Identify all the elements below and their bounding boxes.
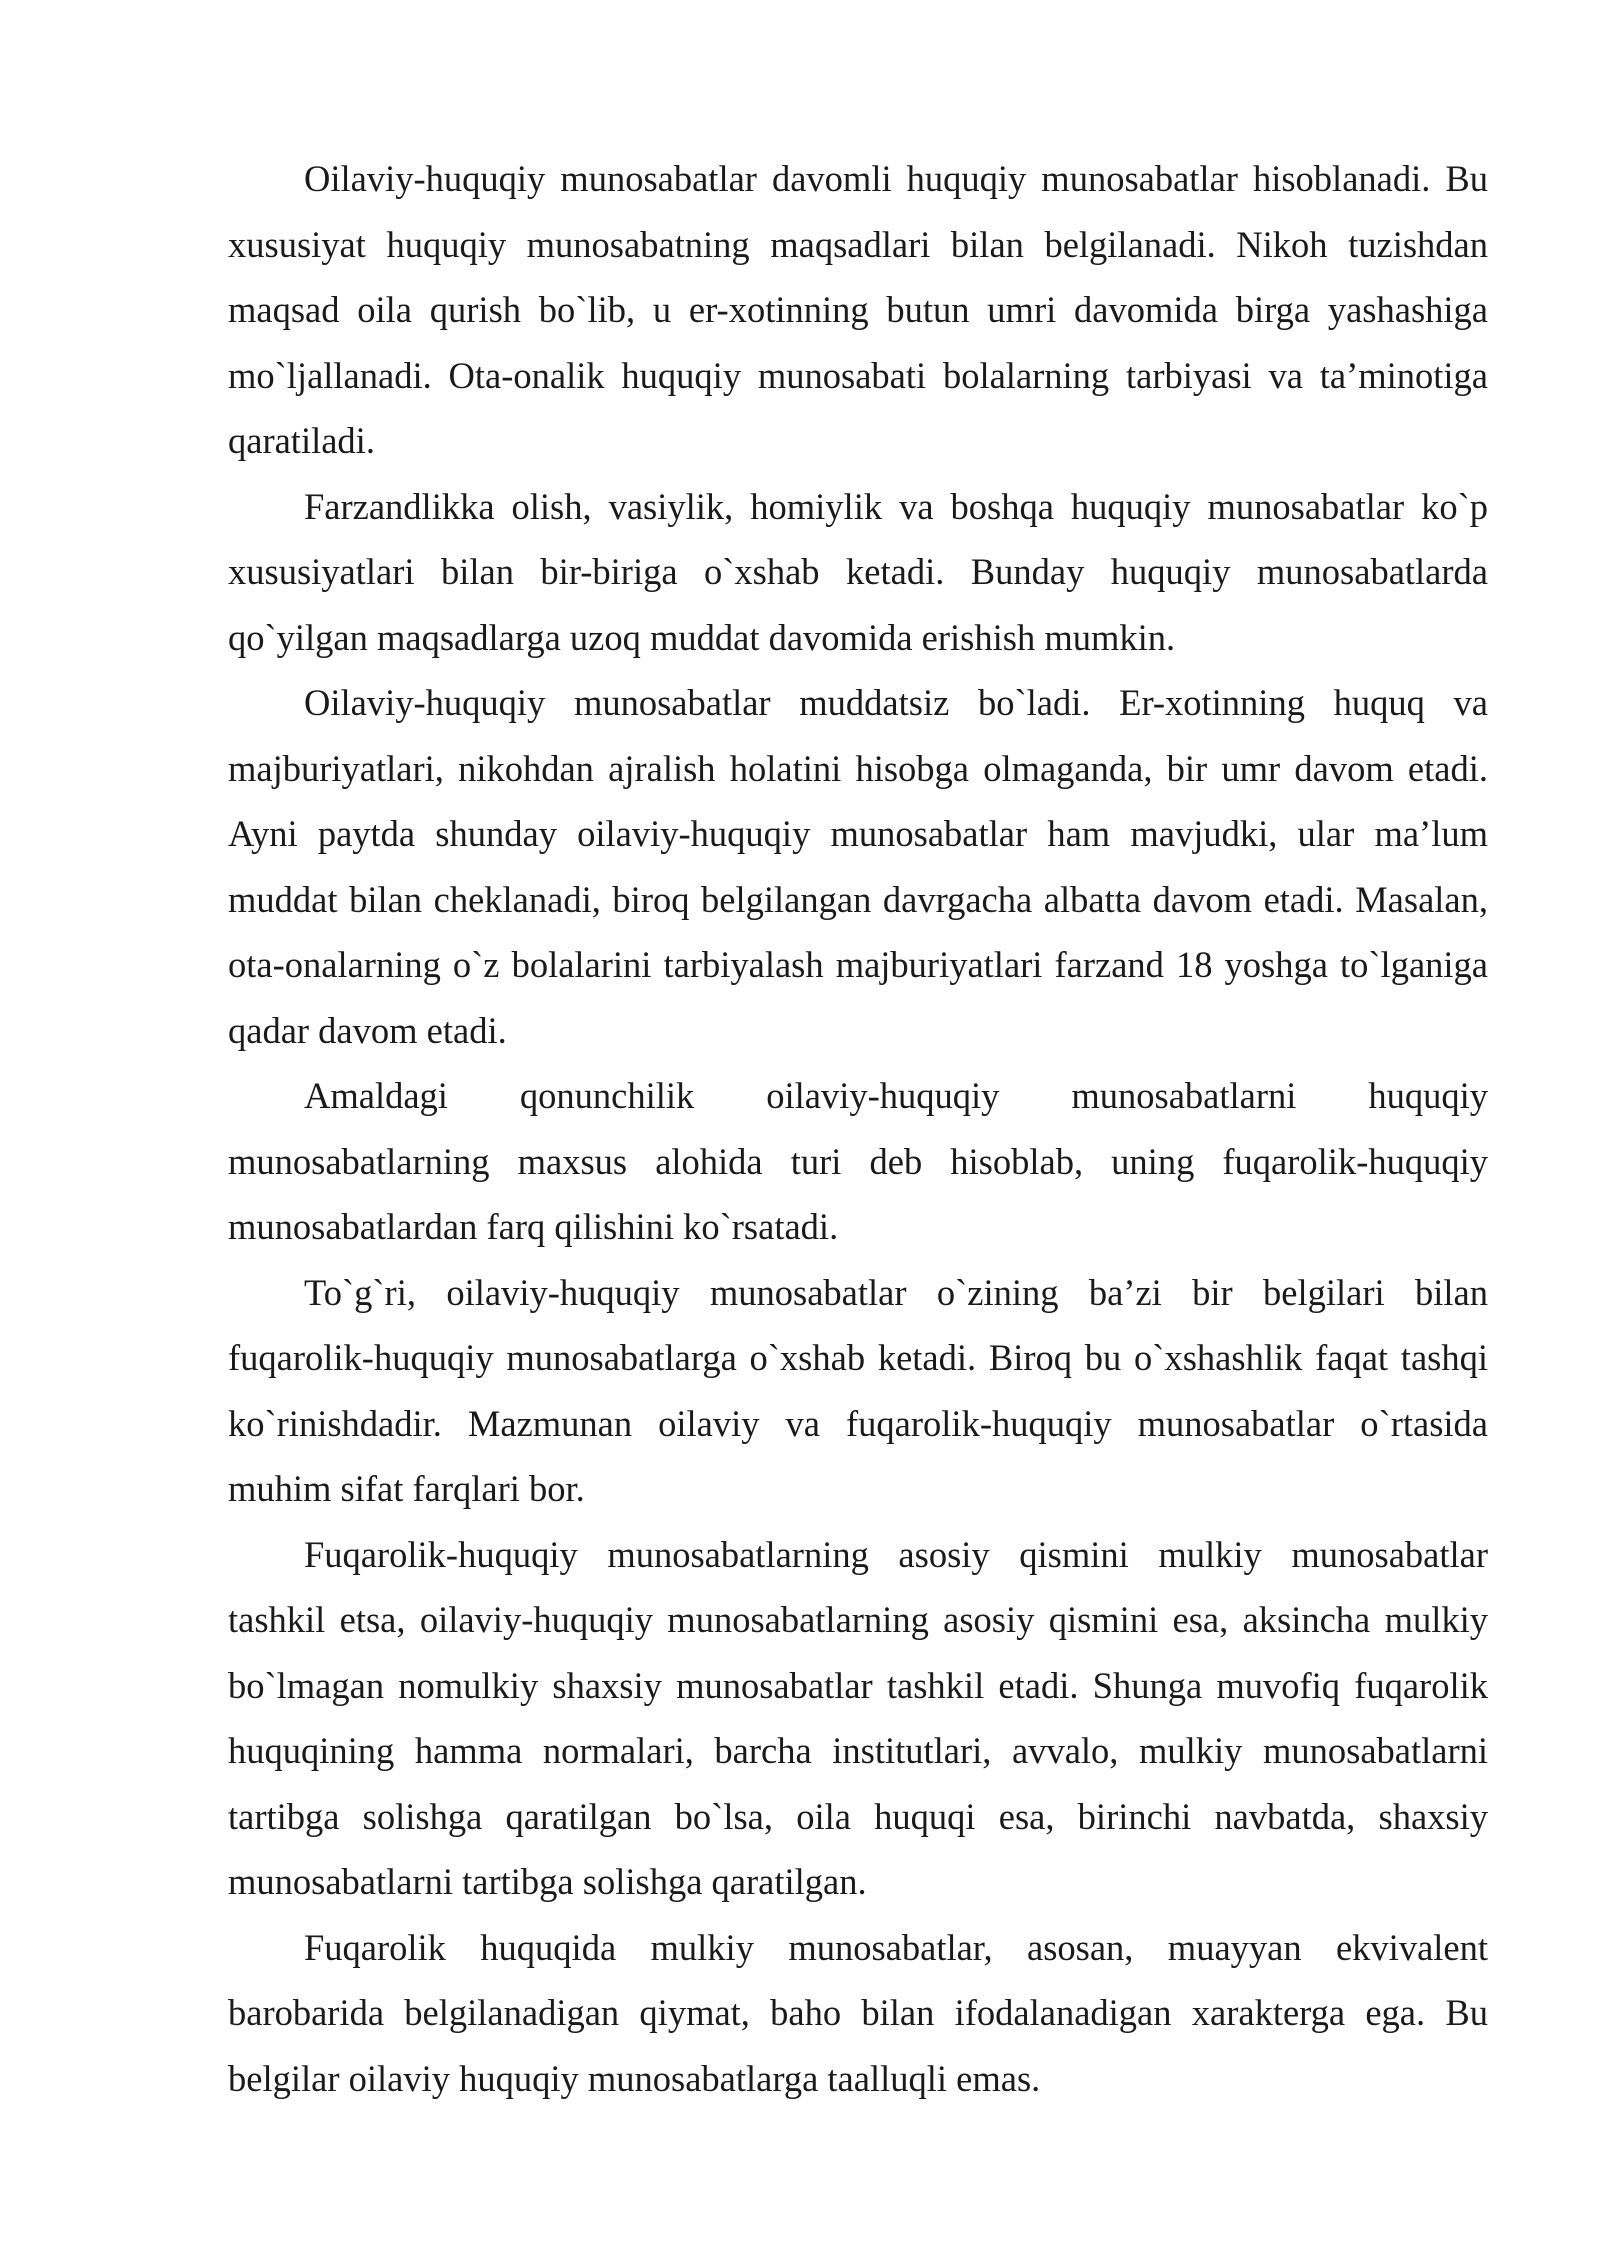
paragraph-6: Fuqarolik-huquqiy munosabatlarning asosiy qismini mulkiy munosabatlar tashkil etsa, oilaviy-huquqiy munosabatlarning asosiy qismini esa, aksincha mulkiy bo`lmagan nomulkiy shaxsiy munosabatlar tashkil etadi. Shunga muvofiq fuqarolik huquqining hamma normalari, barcha institutlari, avvalo, mulkiy munosabatlarni tartibga solishga qaratilgan bo`lsa, oila huquqi esa, birinchi navbatda, shaxsiy munosabatlarni tartibga solishga qaratilgan. [228, 1533, 1488, 1902]
paragraph-5: To`g`ri, oilaviy-huquqiy munosabatlar o`zining ba’zi bir belgilari bilan fuqarolik-huquqiy munosabatlarga o`xshab ketadi. Biroq bu o`xshashlik faqat tashqi ko`rinishdadir. Mazmunan oilaviy va fuqarolik-huquqiy munosabatlar o`rtasida muhim sifat farqlari bor. [228, 1271, 1488, 1509]
paragraph-3: Oilaviy-huquqiy munosabatlar muddatsiz bo`ladi. Er-xotinning huquq va majburiyatlari, nikohdan ajralish holatini hisobga olmaganda, bir umr davom etadi. Ayni paytda shunday oilaviy-huquqiy munosabatlar ham mavjudki, ular ma’lum muddat bilan cheklanadi, biroq belgilangan davrgacha albatta davom etadi. Masalan, ota-onalarning o`z bolalarini tarbiyalash majburiyatlari farzand 18 yoshga to`lganiga qadar davom etadi. [228, 682, 1488, 1051]
paragraph-2: Farzandlikka olish, vasiylik, homiylik va boshqa huquqiy munosabatlar ko`p xususiyatlari bilan bir-biriga o`xshab ketadi. Bunday huquqiy munosabatlarda qo`yilgan maqsadlarga uzoq muddat davomida erishish mumkin. [228, 485, 1488, 658]
paragraph-7: Fuqarolik huquqida mulkiy munosabatlar, asosan, muayyan ekvivalent barobarida belgilanadigan qiymat, baho bilan ifodalanadigan xarakterga ega. Bu belgilar oilaviy huquqiy munosabatlarga taalluqli emas. [228, 1926, 1488, 2099]
document-page [228, 146, 1488, 2111]
paragraph-1: Oilaviy-huquqiy munosabatlar davomli huquqiy munosabatlar hisoblanadi. Bu xususiyat huquqiy munosabatning maqsadlari bilan belgilanadi. Nikoh tuzishdan maqsad oila qurish bo`lib, u er-xotinning butun umri davomida birga yashashiga mo`ljallanadi. Ota-onalik huquqiy munosabati bolalarning tarbiyasi va ta’minotiga qaratiladi. [228, 158, 1488, 461]
paragraph-4: Amaldagi qonunchilik oilaviy-huquqiy munosabatlarni huquqiy munosabatlarning maxsus alohida turi deb hisoblab, uning fuqarolik-huquqiy munosabatlardan farq qilishini ko`rsatadi. [228, 1075, 1488, 1247]
